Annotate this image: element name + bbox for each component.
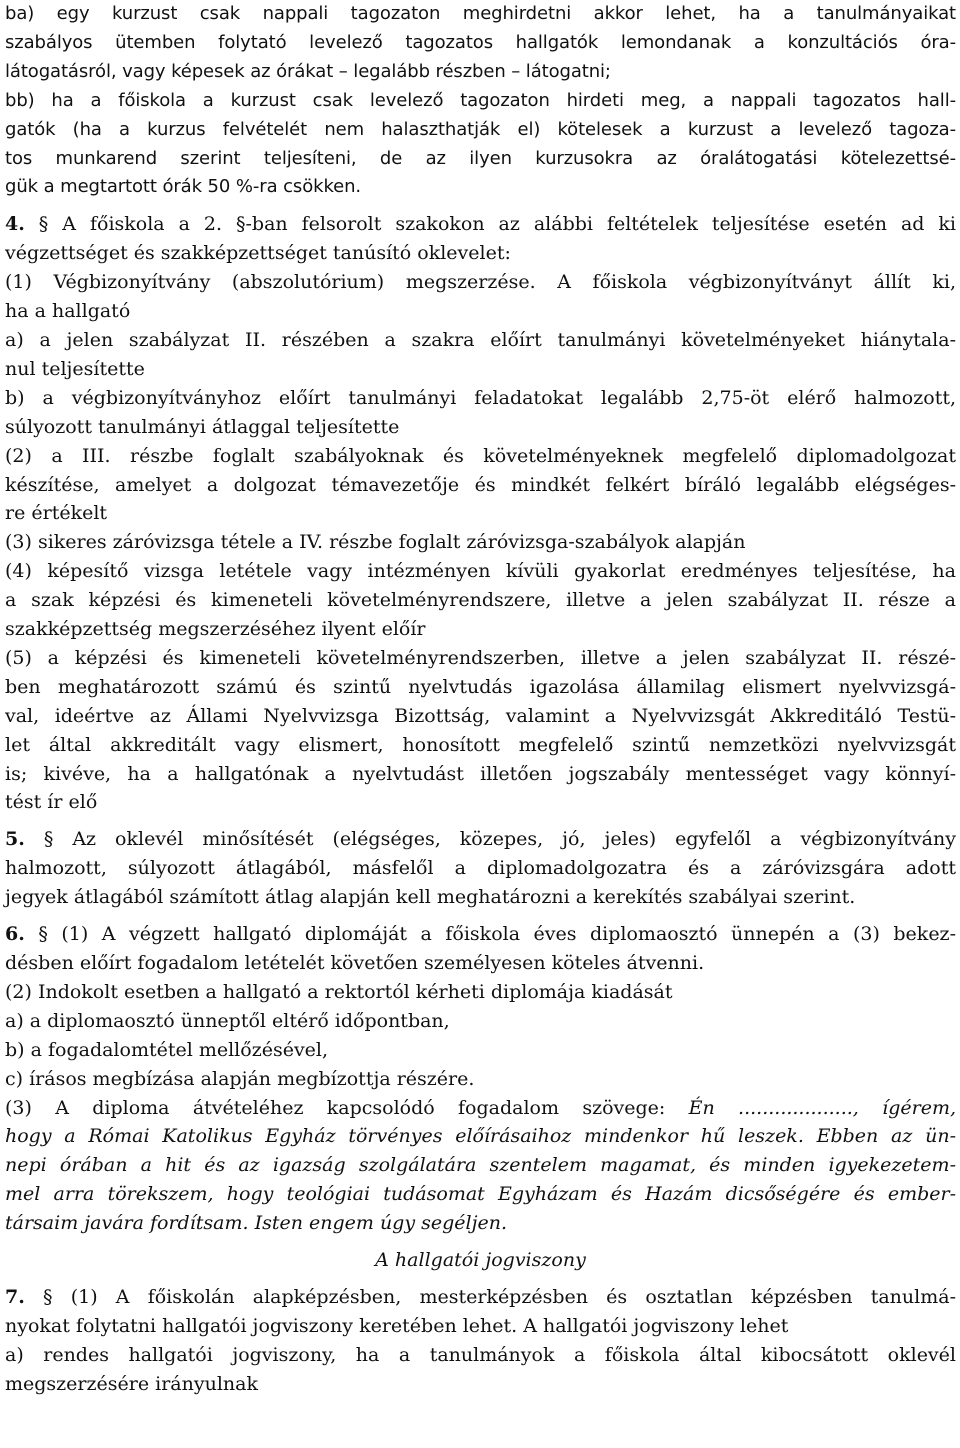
text-line: [5, 644, 956, 673]
text-line: [5, 1036, 956, 1065]
line-text: (4) képesítő vizsga letétele vagy intézményen kívüli gyakorlat eredményes teljesítése, ha: [5, 560, 956, 583]
text-line: [5, 268, 956, 297]
text-line: [5, 87, 956, 116]
line-text: súlyozott tanulmányi átlaggal teljesítette: [5, 415, 400, 438]
text-line: [5, 1065, 956, 1094]
line-text: let által akkreditált vagy elismert, honosított megfelelő szintű nemzetközi nyelvvizsgát: [5, 733, 956, 756]
text-line: [5, 528, 956, 557]
line-text: a) rendes hallgatói jogviszony, ha a tanulmányok a főiskola által kibocsátott oklevél: [5, 1343, 956, 1366]
text-line: [5, 239, 956, 268]
text-line: [5, 1209, 956, 1238]
line-text: b) a fogadalomtétel mellőzésével,: [5, 1038, 329, 1061]
text-line: [5, 1180, 956, 1209]
text-line: [5, 788, 956, 817]
line-text: gük a megtartott órák 50 %-ra csökken.: [5, 176, 362, 198]
line-text: désben előírt fogadalom letételét követően személyesen köteles átvenni.: [5, 952, 705, 974]
text-line: [5, 297, 956, 326]
line-text: (2) Indokolt esetben a hallgató a rektortól kérheti diplomája kiadását: [5, 980, 673, 1003]
line-text: tos munkarend szerint teljesíteni, de az ilyen kurzusokra az óralátogatási kötelezettsé-: [5, 147, 956, 169]
line-text: c) írásos megbízása alapján megbízottja részére.: [5, 1067, 475, 1090]
line-text: jegyek átlagából számított átlag alapján kell meghatározni a kerekítés szabályai szerint.: [5, 886, 856, 909]
line-text: látogatásról, vagy képesek az órákat – legalább részben – látogatni;: [5, 60, 611, 82]
paragraph-gap: [5, 817, 956, 825]
line-text: nyokat folytatni hallgatói jogviszony keretében lehet. A hallgatói jogviszony lehet: [5, 1314, 789, 1337]
line-text: szabályos ütemben folytató levelező tagozatos hallgatók lemondanak a konzultációs óra-: [5, 31, 956, 53]
section-number: 4.: [5, 213, 25, 236]
text-line: [5, 883, 956, 912]
italic-oath-text: hogy a Római Katolikus Egyház törvényes előírásaihoz mindenkor hű leszek. Ebben az ün-: [5, 1125, 956, 1148]
italic-oath-text: nepi órában a hit és az igazság szolgálatára szentelem magamat, és minden igyekezetem-: [5, 1154, 956, 1177]
text-line: [5, 920, 956, 949]
line-text: (1) Végbizonyítvány (abszolutórium) megszerzése. A főiskola végbizonyítványt állít ki,: [5, 271, 956, 294]
line-text: § Az oklevél minősítését (elégséges, közepes, jó, jeles) egyfelől a végbizonyítvány: [24, 828, 956, 851]
line-text: bb) ha a főiskola a kurzust csak levelező tagozaton hirdeti meg, a nappali tagozatos hall-: [5, 89, 956, 111]
text-line: [5, 145, 956, 174]
text-line: [5, 731, 956, 760]
text-line: [5, 210, 956, 239]
line-text: gatók (ha a kurzus felvételét nem halaszthatják el) kötelesek a kurzust a levelező tagoza-: [5, 118, 956, 140]
text-line: [5, 355, 956, 384]
line-text: § (1) A főiskolán alapképzésben, mesterképzésben és osztatlan képzésben tanulmá-: [24, 1285, 956, 1308]
line-text: § (1) A végzett hallgató diplomáját a főiskola éves diplomaosztó ünnepén a (3) bekez-: [24, 923, 956, 946]
line-text: szakképzettség megszerzéséhez ilyent előír: [5, 618, 426, 641]
text-line: [5, 1341, 956, 1370]
text-line: [5, 854, 956, 883]
line-text: A hallgatói jogviszony: [375, 1249, 586, 1272]
text-line: [5, 1007, 956, 1036]
text-line: [5, 58, 956, 87]
text-line: [5, 1122, 956, 1151]
section-number: 5.: [5, 828, 25, 851]
line-text: a) a diplomaosztó ünneptől eltérő időpontban,: [5, 1009, 450, 1032]
text-line: [5, 760, 956, 789]
text-line: [5, 1283, 956, 1312]
line-text: ba) egy kurzust csak nappali tagozaton meghirdetni akkor lehet, ha a tanulmányaikat: [5, 3, 956, 24]
italic-oath-text: Én ..................., ígérem,: [688, 1096, 957, 1119]
line-text: b) a végbizonyítványhoz előírt tanulmányi feladatokat legalább 2,75-öt elérő halmozott,: [5, 386, 956, 409]
line-text: re értékelt: [5, 502, 108, 525]
line-text: val, ideértve az Állami Nyelvvizsga Bizottság, valamint a Nyelvvizsgát Akkreditáló Testü-: [5, 704, 956, 727]
line-text: nul teljesítette: [5, 357, 145, 380]
text-line: [5, 29, 956, 58]
text-line: [5, 499, 956, 528]
section-heading: [5, 1246, 956, 1275]
paragraph-gap: [5, 202, 956, 210]
text-line: [5, 673, 956, 702]
text-line: [5, 413, 956, 442]
paragraph-gap: [5, 1275, 956, 1283]
text-line: [5, 326, 956, 355]
line-text: a szak képzési és kimeneteli követelményrendszere, illetve a jelen szabályzat II. része a: [5, 589, 956, 612]
paragraph-gap: [5, 1238, 956, 1246]
line-text: a) a jelen szabályzat II. részében a szakra előírt tanulmányi követelményeket hiánytala-: [5, 328, 956, 351]
text-line: [5, 442, 956, 471]
text-line: [5, 173, 956, 202]
text-line: [5, 978, 956, 1007]
line-text: ben meghatározott számú és szintű nyelvtudás igazolása államilag elismert nyelvvizsgá-: [5, 675, 956, 698]
text-line: [5, 825, 956, 854]
text-line: [5, 615, 956, 644]
text-line: [5, 702, 956, 731]
text-line: [5, 1094, 956, 1123]
line-text: tést ír elő: [5, 791, 98, 814]
paragraph-gap: [5, 912, 956, 920]
line-text: (3) sikeres záróvizsga tétele a IV. részbe foglalt záróvizsga-szabályok alapján: [5, 531, 746, 554]
line-text: ha a hallgató: [5, 300, 131, 323]
section-number: 7.: [5, 1285, 25, 1308]
text-line: [5, 1312, 956, 1341]
line-text: (2) a III. részbe foglalt szabályoknak és követelményeknek megfelelő diplomadolgozat: [5, 444, 956, 467]
text-line: [5, 949, 956, 978]
section-number: 6.: [5, 923, 25, 946]
line-text: végzettséget és szakképzettséget tanúsító oklevelet:: [5, 242, 511, 265]
text-line: [5, 557, 956, 586]
line-text: § A főiskola a 2. §-ban felsorolt szakokon az alábbi feltételek teljesítése esetén ad ki: [24, 213, 956, 236]
text-line: [5, 471, 956, 500]
text-line: [5, 1370, 956, 1399]
line-text: halmozott, súlyozott átlagából, másfelől a diplomadolgozatra és a záróvizsgára adott: [5, 857, 956, 880]
text-line: [5, 0, 956, 29]
text-line: [5, 586, 956, 615]
line-text: készítése, amelyet a dolgozat témavezetője és mindkét felkért bíráló legalább elégséges-: [5, 473, 956, 496]
line-text: megszerzésére irányulnak: [5, 1372, 258, 1395]
line-text: is; kivéve, ha a hallgatónak a nyelvtudást illetően jogszabály mentességet vagy könnyí-: [5, 762, 956, 785]
line-text: (3) A diploma átvételéhez kapcsolódó fogadalom szövege:: [5, 1096, 689, 1119]
text-line: [5, 1151, 956, 1180]
italic-oath-text: mel arra törekszem, hogy teológiai tudásomat Egyházam és Hazám dicsőségére és ember-: [5, 1183, 956, 1206]
text-line: [5, 384, 956, 413]
italic-oath-text: társaim javára fordítsam. Isten engem úgy segéljen.: [5, 1212, 508, 1235]
text-line: [5, 116, 956, 145]
line-text: (5) a képzési és kimeneteli követelményrendszerben, illetve a jelen szabályzat II. részé-: [5, 646, 956, 669]
